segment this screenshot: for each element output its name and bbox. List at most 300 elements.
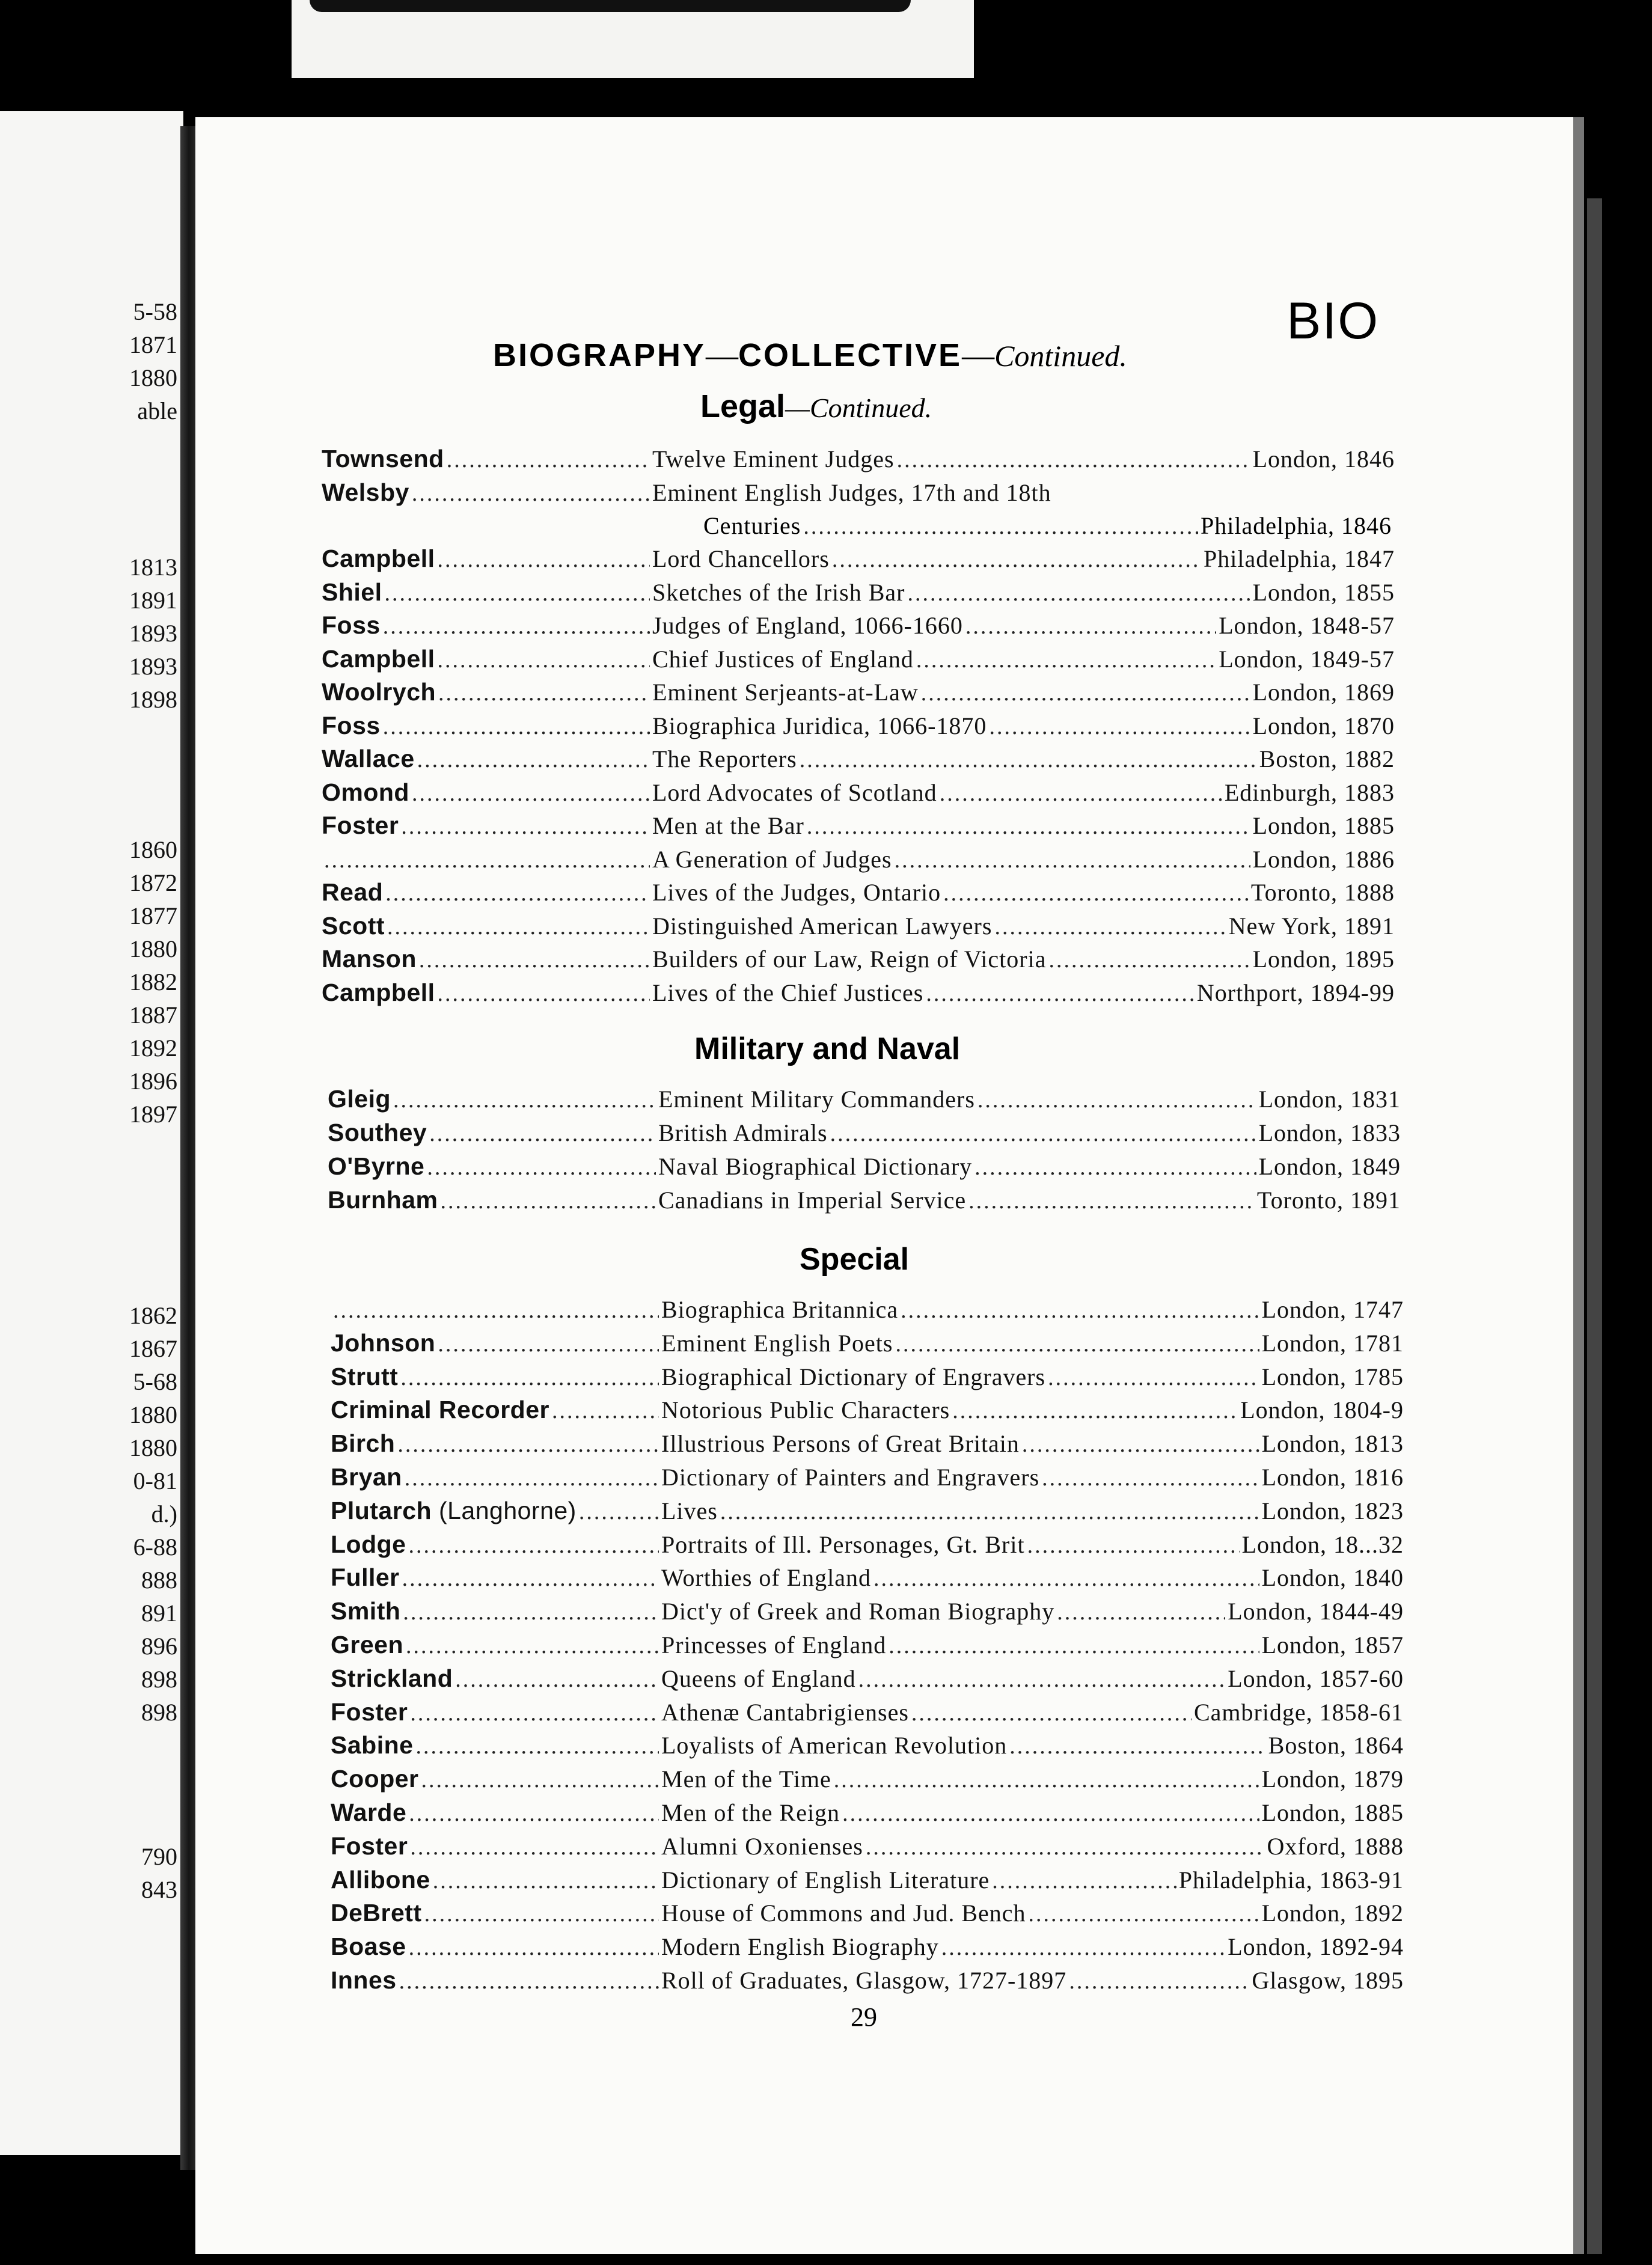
title-column (661, 1899, 1404, 1927)
title-column (661, 1530, 1404, 1559)
leader-dots (433, 1868, 659, 1894)
imprint: Boston, 1864 (1268, 1732, 1404, 1759)
leader-dots (579, 1499, 659, 1525)
legal-heading-text: Legal (700, 388, 786, 424)
imprint: London, 1879 (1261, 1765, 1404, 1793)
author-column (331, 1363, 661, 1391)
leader-dots (383, 714, 650, 740)
leader-dots (834, 1767, 1259, 1793)
left-page-fragment: 1891 (129, 587, 177, 614)
list-item (331, 1698, 1404, 1732)
author-column (322, 545, 652, 573)
list-item (331, 1329, 1404, 1363)
left-page-fragment: 888 (141, 1567, 177, 1594)
leader-dots (384, 580, 650, 607)
leader-dots (455, 1666, 659, 1693)
title-column (661, 1597, 1404, 1625)
leader-dots (1057, 1599, 1225, 1625)
author-name (328, 1119, 427, 1147)
list-item (331, 1933, 1404, 1966)
title-column (652, 979, 1395, 1007)
imprint: London, 1849 (1258, 1153, 1401, 1180)
author-column (331, 1664, 661, 1693)
leader-dots (401, 813, 650, 840)
title-column (661, 1933, 1404, 1961)
list-item (328, 1085, 1401, 1119)
work-title: Eminent Military Commanders (658, 1086, 975, 1113)
book-spine (180, 126, 197, 2170)
author-text: Foster (322, 812, 399, 839)
list-item (322, 678, 1395, 712)
author-text: Foster (331, 1698, 408, 1726)
work-title: Naval Biographical Dictionary (658, 1153, 973, 1180)
title-continued: Continued. (994, 339, 1127, 373)
author-name (322, 778, 409, 807)
author-column (331, 1799, 661, 1827)
author-text: Wallace (322, 745, 415, 772)
author-name (322, 578, 382, 607)
imprint: London, 1844-49 (1228, 1598, 1404, 1625)
work-title: Twelve Eminent Judges (652, 445, 895, 472)
leader-dots (427, 1154, 656, 1181)
list-item (331, 1497, 1404, 1530)
left-page-fragment: 6-88 (133, 1533, 177, 1560)
list-item (331, 1295, 1404, 1329)
author-text: Campbell (322, 644, 435, 673)
leader-dots (400, 1365, 659, 1391)
work-title: Illustrious Persons of Great Britain (661, 1430, 1020, 1458)
left-page-fragment: 843 (141, 1876, 177, 1903)
author-column (331, 1396, 661, 1424)
author-text: Criminal Recorder (331, 1396, 549, 1424)
title-column (652, 611, 1395, 640)
author-text: Scott (322, 911, 385, 940)
title-column (658, 1119, 1401, 1147)
left-page-fragment: 1862 (129, 1302, 177, 1329)
work-title: Alumni Oxonienses (661, 1832, 863, 1860)
list-item (331, 1530, 1404, 1564)
left-page-fragment: 1896 (129, 1068, 177, 1095)
list-item (331, 1631, 1404, 1664)
list-item (331, 1664, 1404, 1698)
leader-dots (977, 1087, 1256, 1113)
title-column (652, 845, 1395, 873)
work-title: Worthies of England (661, 1564, 872, 1592)
author-name (331, 1597, 400, 1625)
leader-dots (889, 1633, 1259, 1659)
author-column (322, 878, 652, 906)
author-column (328, 1119, 658, 1147)
imprint: London, 1885 (1252, 812, 1395, 839)
leader-dots (438, 980, 650, 1007)
leader-dots (989, 714, 1250, 740)
list-item (322, 478, 1395, 512)
leader-dots (830, 1120, 1256, 1147)
leader-dots (943, 880, 1249, 906)
author-text: Woolrych (322, 678, 436, 706)
author-name (331, 1664, 453, 1693)
special-heading: Special (800, 1242, 910, 1277)
imprint: Edinburgh, 1883 (1224, 778, 1395, 806)
author-column (331, 1463, 661, 1491)
author-name (322, 445, 444, 473)
author-column (331, 1297, 661, 1324)
leader-dots (383, 613, 650, 640)
author-column (331, 1497, 661, 1525)
author-name (322, 912, 385, 940)
title-column (661, 1664, 1404, 1693)
author-column (331, 1765, 661, 1793)
page-edge-shadow (1587, 198, 1602, 2254)
author-text: Foss (322, 611, 381, 639)
imprint: London, 1855 (1252, 578, 1395, 606)
author-text: Johnson (331, 1328, 436, 1357)
title-column (661, 1497, 1404, 1525)
author-text: Sabine (331, 1731, 414, 1759)
list-item (322, 945, 1395, 979)
leader-dots (408, 1532, 659, 1559)
list-item (322, 545, 1395, 578)
title-column (661, 1731, 1404, 1759)
author-text: Strutt (331, 1362, 399, 1390)
leader-dots (387, 914, 650, 940)
author-column (322, 578, 652, 607)
leader-dots (974, 1154, 1256, 1181)
author-name (331, 1329, 435, 1357)
author-column (322, 678, 652, 706)
leader-dots (895, 847, 1250, 873)
author-text: Burnham (328, 1186, 438, 1214)
author-name (331, 1966, 397, 1994)
left-page-fragment: 1897 (129, 1101, 177, 1128)
section-code: BIO (1286, 292, 1380, 350)
leader-dots (926, 980, 1195, 1007)
leader-dots (907, 580, 1250, 607)
list-item (331, 1731, 1404, 1765)
title-column (652, 712, 1395, 740)
leader-dots (911, 1700, 1192, 1726)
list-item (331, 1363, 1404, 1396)
author-text: Southey (328, 1119, 427, 1146)
leader-dots (901, 1297, 1259, 1324)
author-column (331, 1832, 661, 1860)
leader-dots (409, 1800, 659, 1827)
work-title: The Reporters (652, 745, 797, 772)
work-title: Biographica Britannica (661, 1296, 899, 1323)
work-title: Portraits of Ill. Personages, Gt. Brit (661, 1530, 1025, 1558)
left-page-fragment: 1893 (129, 653, 177, 680)
list-item (322, 812, 1395, 845)
leader-dots (410, 1834, 659, 1860)
author-text: Campbell (322, 545, 435, 572)
left-page-fragment: 1877 (129, 902, 177, 929)
imprint: Philadelphia, 1846 (1201, 512, 1392, 539)
title-column (652, 545, 1395, 573)
imprint: London, 1747 (1261, 1296, 1404, 1323)
author-name (322, 979, 435, 1007)
work-title: Men of the Time (661, 1765, 831, 1793)
author-column (331, 1933, 661, 1961)
leader-dots (405, 1465, 659, 1491)
facing-page-ink (310, 0, 911, 12)
work-title: Chief Justices of England (652, 645, 914, 673)
author-text: Warde (331, 1799, 407, 1826)
list-item (331, 1597, 1404, 1631)
author-name (331, 1731, 413, 1759)
work-title: Modern English Biography (661, 1933, 939, 1961)
legal-heading-continued: —Continued. (785, 393, 932, 423)
title-column (658, 1186, 1401, 1214)
list-item (322, 878, 1395, 912)
legal-heading (700, 388, 932, 425)
author-text: Townsend (322, 445, 444, 472)
left-page-fragment: 1872 (129, 869, 177, 896)
author-column (331, 1563, 661, 1592)
author-column (331, 1631, 661, 1659)
author-column (331, 1966, 661, 1994)
left-page-fragment: 1860 (129, 836, 177, 863)
leader-dots (968, 1188, 1255, 1214)
leader-dots (421, 1767, 659, 1793)
left-page-fragment: 1880 (129, 935, 177, 962)
title-column (661, 1631, 1404, 1659)
author-name (322, 678, 436, 706)
left-page-fragment: 896 (141, 1633, 177, 1660)
title-column (661, 1698, 1404, 1726)
work-title: Dict'y of Greek and Roman Biography (661, 1598, 1055, 1625)
work-title: Roll of Graduates, Glasgow, 1727-1897 (661, 1967, 1067, 1994)
author-name (328, 1186, 438, 1214)
author-name (322, 745, 415, 773)
leader-dots (440, 1188, 656, 1214)
imprint: Boston, 1882 (1259, 745, 1395, 772)
title-column (652, 445, 1395, 473)
imprint: London, 1813 (1261, 1430, 1404, 1458)
author-name (331, 1933, 406, 1961)
author-text: Welsby (322, 478, 409, 506)
title-column (661, 1396, 1404, 1424)
author-column (322, 611, 652, 640)
left-page-fragment: 1880 (129, 1434, 177, 1461)
imprint: Toronto, 1891 (1256, 1187, 1401, 1214)
leader-dots (1048, 1365, 1259, 1391)
imprint: London, 1804-9 (1240, 1396, 1404, 1424)
leader-dots (921, 680, 1250, 706)
author-name (322, 478, 409, 507)
author-text: Campbell (322, 978, 435, 1006)
author-name (331, 1698, 408, 1726)
imprint: New York, 1891 (1228, 912, 1395, 940)
left-page-fragment: 5-68 (133, 1368, 177, 1395)
author-name (322, 645, 435, 673)
work-title: Dictionary of Painters and Engravers (661, 1464, 1040, 1491)
imprint: London, 1816 (1261, 1464, 1404, 1491)
leader-dots (866, 1834, 1265, 1860)
author-column (328, 1085, 658, 1113)
left-page-fragment: 898 (141, 1699, 177, 1726)
leader-dots (940, 780, 1222, 807)
title-column (661, 1329, 1404, 1357)
imprint: London, 1885 (1261, 1799, 1404, 1826)
author-name (322, 945, 417, 973)
imprint: London, 1823 (1261, 1497, 1404, 1524)
imprint: London, 1840 (1261, 1564, 1404, 1592)
leader-dots (406, 1633, 659, 1659)
author-text: Boase (331, 1933, 406, 1961)
leader-dots (409, 1934, 659, 1961)
author-name (322, 611, 381, 640)
left-page-fragment: d.) (151, 1500, 177, 1527)
leader-dots (895, 1331, 1259, 1357)
work-title: Canadians in Imperial Service (658, 1187, 967, 1214)
title-column (661, 1563, 1404, 1592)
imprint: London, 1848-57 (1219, 612, 1395, 639)
author-name (331, 1497, 577, 1525)
list-item (322, 845, 1395, 879)
imprint: Philadelphia, 1863-91 (1178, 1866, 1404, 1894)
author-name (322, 712, 381, 740)
author-column (322, 645, 652, 673)
author-text: Manson (322, 945, 417, 973)
title-column (661, 1799, 1404, 1827)
left-page-fragment: 790 (141, 1843, 177, 1870)
author-extra: (Langhorne) (438, 1496, 577, 1524)
left-page-fragment: 891 (141, 1600, 177, 1627)
author-text: Allibone (331, 1865, 430, 1894)
leader-dots (1022, 1431, 1259, 1458)
work-title: Lord Chancellors (652, 545, 830, 572)
imprint: London, 1892 (1261, 1900, 1404, 1927)
author-name (331, 1530, 406, 1559)
author-column (322, 745, 652, 773)
list-item (322, 778, 1395, 812)
imprint: London, 1857 (1261, 1631, 1404, 1658)
leader-dots (952, 1398, 1238, 1424)
author-column (331, 1731, 661, 1759)
title-column (652, 778, 1395, 807)
leader-dots (403, 1599, 659, 1625)
author-text: Shiel (322, 578, 382, 606)
imprint: London, 1857-60 (1228, 1664, 1404, 1692)
author-column (322, 812, 652, 840)
author-text: O'Byrne (328, 1152, 425, 1180)
work-title: House of Commons and Jud. Bench (661, 1900, 1026, 1927)
imprint: Oxford, 1888 (1267, 1832, 1404, 1860)
leader-dots (415, 1733, 659, 1759)
work-title: Lives (661, 1497, 718, 1524)
list-item (328, 1152, 1401, 1186)
left-page-fragment: 1867 (129, 1335, 177, 1362)
title-column (652, 578, 1395, 607)
author-name (331, 1799, 406, 1827)
author-column (331, 1899, 661, 1927)
list-item (331, 1899, 1404, 1933)
imprint: London, 1886 (1252, 845, 1395, 873)
left-page-fragment: able (137, 397, 177, 424)
author-text: Strickland (331, 1664, 453, 1692)
left-page-fragment: 1887 (129, 1001, 177, 1029)
imprint: London, 1869 (1252, 679, 1395, 706)
author-name (331, 1631, 403, 1659)
imprint: Cambridge, 1858-61 (1193, 1698, 1404, 1726)
work-title: Dictionary of English Literature (661, 1866, 990, 1894)
leader-dots (842, 1800, 1259, 1827)
leader-dots (402, 1565, 659, 1592)
left-page-fragment: 1898 (129, 686, 177, 713)
author-column (331, 1530, 661, 1559)
author-name (331, 1563, 400, 1592)
work-title: Distinguished American Lawyers (652, 912, 993, 940)
leader-dots (393, 1087, 656, 1113)
leader-dots (324, 847, 650, 873)
author-column (322, 478, 652, 507)
title-biography: BIOGRAPHY (493, 337, 706, 373)
work-title: Biographica Juridica, 1066-1870 (652, 712, 987, 739)
author-text: DeBrett (331, 1899, 422, 1927)
work-title: Lord Advocates of Scotland (652, 778, 937, 806)
list-item (322, 912, 1395, 946)
imprint: London, 1870 (1252, 712, 1395, 739)
list-item (322, 645, 1395, 679)
leader-dots (832, 546, 1201, 573)
leader-dots (994, 914, 1226, 940)
imprint: London, 1833 (1258, 1119, 1401, 1146)
leader-dots (1027, 1532, 1240, 1559)
author-column (331, 1698, 661, 1726)
work-title: Princesses of England (661, 1631, 887, 1658)
author-name (331, 1765, 419, 1793)
leader-dots (941, 1934, 1226, 1961)
author-name (328, 1152, 424, 1181)
list-item (322, 979, 1395, 1012)
work-title: Builders of our Law, Reign of Victoria (652, 946, 1047, 973)
left-page-fragment: 1893 (129, 620, 177, 647)
list-item (331, 1966, 1404, 2000)
imprint: London, 1846 (1252, 445, 1395, 472)
author-name (331, 1832, 408, 1860)
title-column (652, 478, 1395, 507)
title-separator: — (706, 337, 739, 373)
work-title: Eminent English Poets (661, 1329, 893, 1357)
author-column (331, 1866, 661, 1894)
author-text: Omond (322, 778, 409, 806)
leader-dots (429, 1120, 656, 1147)
author-text: Innes (331, 1966, 397, 1994)
imprint: London, 1892-94 (1228, 1933, 1404, 1961)
title-column (658, 1085, 1401, 1113)
imprint: London, 1785 (1261, 1363, 1404, 1390)
imprint: Northport, 1894-99 (1196, 979, 1395, 1006)
author-text: Bryan (331, 1463, 402, 1491)
title-column (652, 678, 1395, 706)
work-title: Eminent English Judges, 17th and 18th (652, 478, 1051, 506)
left-page-fragment: 1813 (129, 554, 177, 581)
list-item (331, 1463, 1404, 1497)
author-column (331, 1429, 661, 1458)
page-title (493, 337, 1127, 374)
left-page-fragment: 1882 (129, 968, 177, 995)
work-title: Athenæ Cantabrigienses (661, 1698, 909, 1726)
list-item (331, 1832, 1404, 1866)
author-text: Read (322, 878, 384, 906)
leader-dots (720, 1499, 1259, 1525)
imprint: Toronto, 1888 (1250, 879, 1395, 906)
military-heading: Military and Naval (694, 1032, 961, 1066)
title-column (658, 1152, 1401, 1181)
left-page-fragment: 1880 (129, 364, 177, 391)
author-name (328, 1085, 391, 1113)
leader-dots (412, 480, 650, 507)
